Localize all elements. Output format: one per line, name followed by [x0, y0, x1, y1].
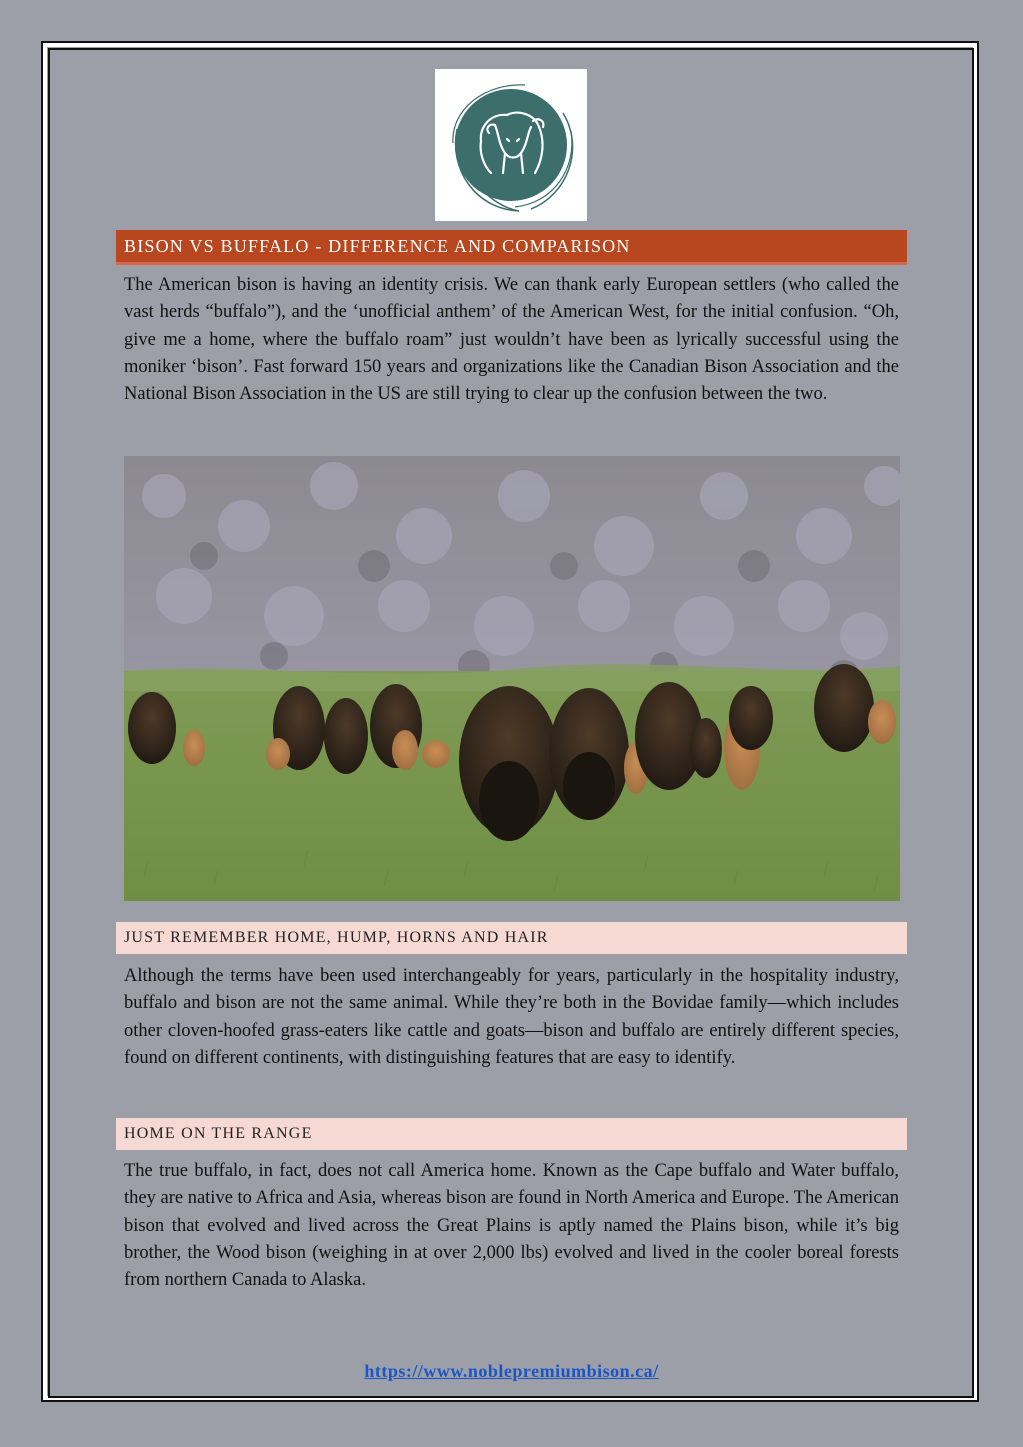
section-heading-home: HOME ON THE RANGE — [116, 1118, 907, 1150]
section-heading-intro: BISON VS BUFFALO - DIFFERENCE AND COMPARISON — [116, 230, 907, 265]
intro-paragraph: The American bison is having an identity crisis. We can thank early European settlers (who called the vast herds “buffalo”), and the ‘unofficial anthem’ of the American West, for the initial confusion. “Oh, give me a home, where the buffalo roam” just wouldn’t have been as lyrically successful using the moniker ‘bison’. Fast forward 150 years and organizations like the Canadian Bison Association and the National Bison Association in the US are still trying to clear up the confusion between the two. — [124, 275, 899, 405]
bison-logo-icon — [435, 69, 587, 221]
logo — [435, 69, 587, 221]
website-link[interactable]: https://www.noblepremiumbison.ca/ — [364, 1361, 659, 1381]
bison-herd-photo — [124, 456, 900, 901]
remember-paragraph: Although the terms have been used interchangeably for years, particularly in the hospitality industry, buffalo and bison are not the same animal. While they’re both in the Bovidae family—which includes other cloven-hoofed grass-eaters like cattle and goats—bison and buffalo are entirely different species, found on different continents, with distinguishing features that are easy to identify. — [124, 966, 899, 1068]
home-paragraph: The true buffalo, in fact, does not call America home. Known as the Cape buffalo and Water buffalo, they are native to Africa and Asia, whereas bison are found in North America and Europe. The American bison that evolved and lived across the Great Plains is aptly named the Plains bison, while it’s big brother, the Wood bison (weighing in at over 2,000 lbs) evolved and lived in the cooler boreal forests from northern Canada to Alaska. — [124, 1161, 899, 1291]
section-heading-remember: JUST REMEMBER HOME, HUMP, HORNS AND HAIR — [116, 922, 907, 954]
